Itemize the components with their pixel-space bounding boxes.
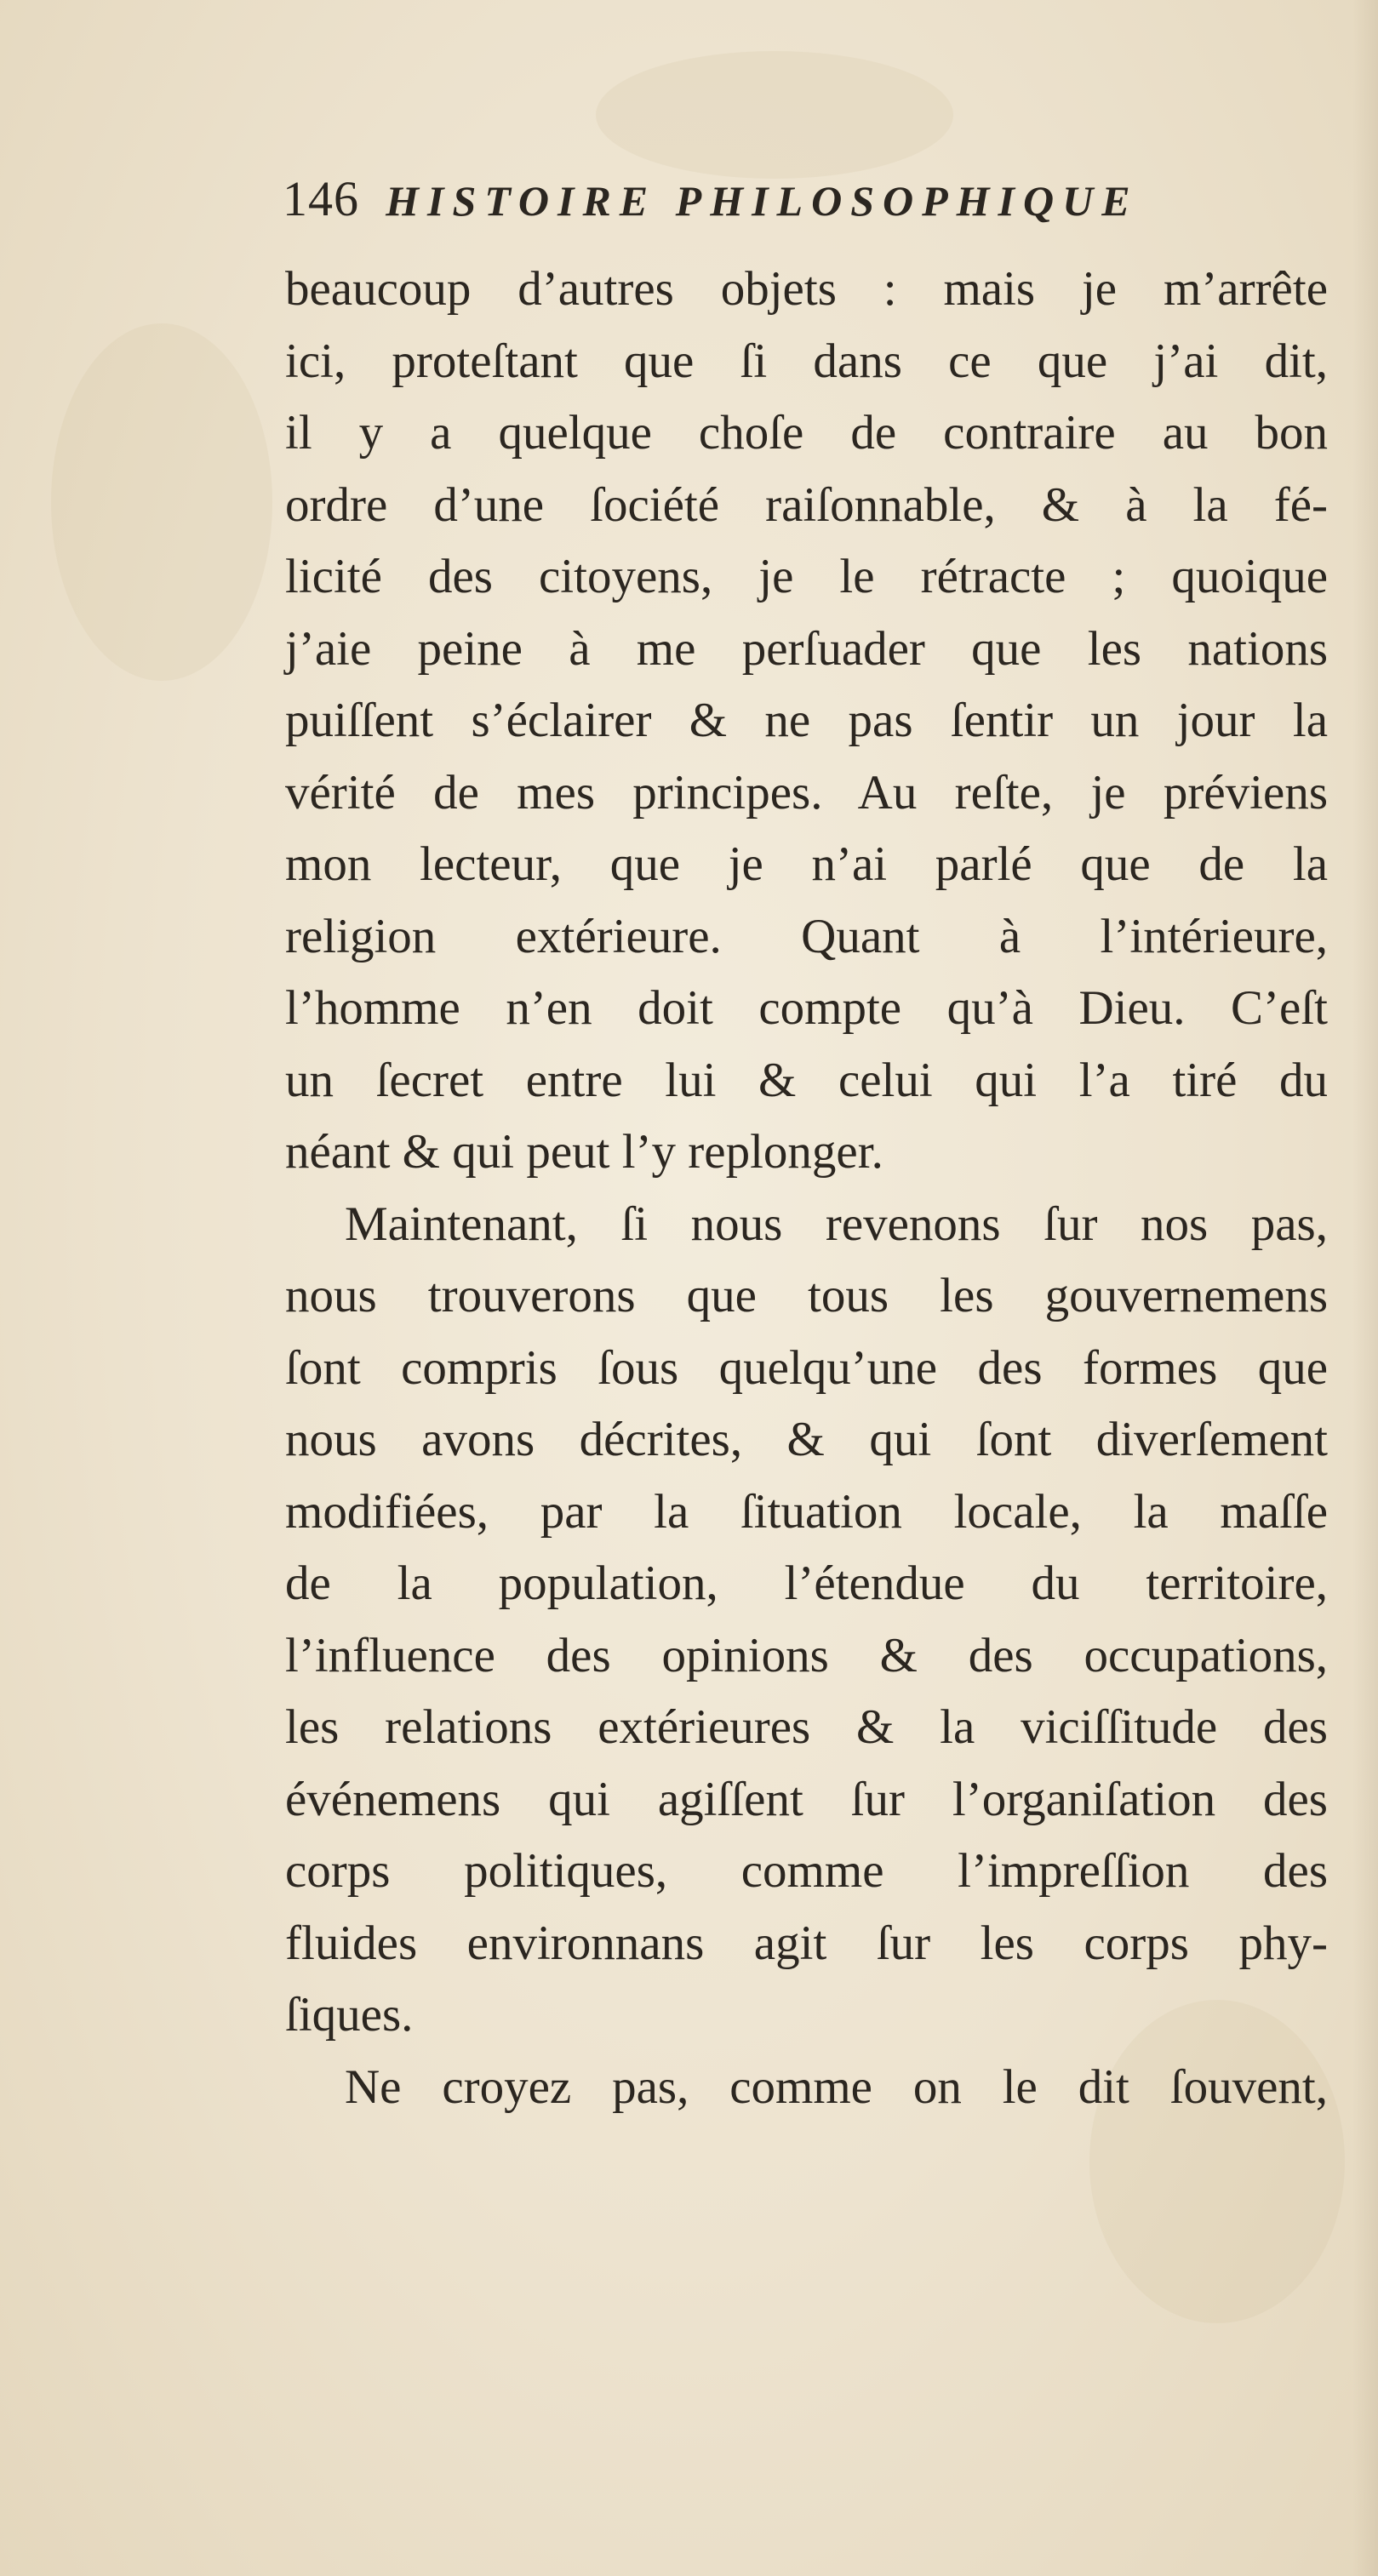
text-line: religion extérieure. Quant à l’intérieure, xyxy=(285,909,1328,963)
text-line: l’influence des opinions & des occupations, xyxy=(285,1628,1328,1682)
text-line: il y a quelque choſe de contraire au bon xyxy=(285,406,1328,460)
text-line: modifiées, par la ſituation locale, la maſſe xyxy=(285,1484,1328,1539)
running-title: HISTOIRE PHILOSOPHIQUE xyxy=(386,177,1139,225)
text-line: nous trouverons que tous les gouvernemens xyxy=(285,1269,1328,1322)
paper-stain xyxy=(51,323,272,681)
text-line: ſont compris ſous quelqu’une des formes que xyxy=(285,1340,1328,1395)
text-line: licité des citoyens, je le rétracte ; quoique xyxy=(285,550,1328,603)
page-number: 146 xyxy=(283,171,359,226)
text-line: nous avons décrites, & qui ſont diverſement xyxy=(285,1413,1328,1466)
text-line: vérité de mes principes. Au reſte, je préviens xyxy=(285,765,1328,820)
text-line: de la population, l’étendue du territoire, xyxy=(285,1556,1328,1610)
text-line: corps politiques, comme l’impreſſion des xyxy=(285,1844,1328,1898)
text-line: mon lecteur, que je n’ai parlé que de la xyxy=(285,837,1328,891)
text-line: Maintenant, ſi nous revenons ſur nos pas, xyxy=(345,1197,1328,1251)
text-line: néant & qui peut l’y replonger. xyxy=(285,1125,883,1179)
body-text xyxy=(285,254,1328,2123)
paper-stain xyxy=(596,51,953,179)
text-line: Ne croyez pas, comme on le dit ſouvent, xyxy=(345,2059,1328,2114)
text-line: événemens qui agiſſent ſur l’organiſation des xyxy=(285,1772,1328,1826)
text-line: fluides environnans agit ſur les corps phy- xyxy=(285,1916,1328,1970)
text-line: ſiques. xyxy=(285,1988,414,2042)
text-line: beaucoup d’autres objets : mais je m’arrête xyxy=(285,262,1328,316)
text-line: un ſecret entre lui & celui qui l’a tiré du xyxy=(285,1053,1328,1107)
page-edge-shadow xyxy=(1352,0,1378,2576)
text-line: ici, proteſtant que ſi dans ce que j’ai dit, xyxy=(285,334,1328,388)
text-line: j’aie peine à me perſuader que les nations xyxy=(285,621,1328,676)
text-line: puiſſent s’éclairer & ne pas ſentir un jour la xyxy=(285,694,1328,747)
running-header xyxy=(283,170,1304,247)
text-line: ordre d’une ſociété raiſonnable, & à la fé- xyxy=(285,477,1328,532)
text-line: les relations extérieures & la viciſſitude des xyxy=(285,1700,1328,1754)
text-line: l’homme n’en doit compte qu’à Dieu. C’eſt xyxy=(285,981,1328,1035)
